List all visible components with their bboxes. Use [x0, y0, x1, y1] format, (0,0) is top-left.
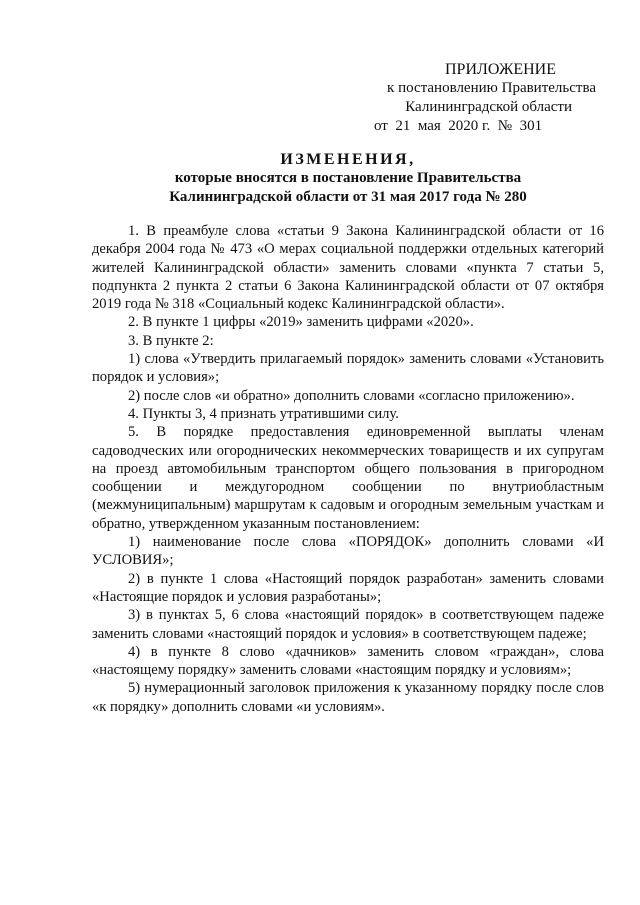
heading-line-1: которые вносятся в постановление Правительства: [174, 170, 522, 186]
approval-line-1: к постановлению Правительства: [387, 80, 596, 96]
subparagraph-3-1: 1) слова «Утвердить прилагаемый порядок» заменить словами «Установить порядок и условия»;: [92, 351, 604, 386]
paragraph-1: 1. В преамбуле слова «статьи 9 Закона Калининградской области от 16 декабря 2004 года № 473 «О мерах социальной поддержки отдельных категорий жителей Калининградской области» заменить словами «пункта 7 статьи 5, подпункта 2 пункта 2 статьи 6 Закона Калининградской области от 07 октября 2019 года № 318 «Социальный кодекс Калининградской области».: [92, 223, 604, 313]
approval-block: [372, 60, 612, 136]
paragraph-2: 2. В пункте 1 цифры «2019» заменить цифрами «2020».: [128, 314, 474, 331]
subparagraph-5-5: 5) нумерационный заголовок приложения к указанному порядку после слов «к порядку» дополнить словами «и условиям».: [92, 680, 604, 715]
subparagraph-5-4: 4) в пункте 8 слово «дачников» заменить словом «граждан», слова «настоящему порядку» заменить словами «настоящим порядку и условиям»;: [92, 643, 604, 679]
document-heading: [92, 150, 604, 207]
paragraph-3: 3. В пункте 2:: [128, 332, 214, 349]
approval-title: ПРИЛОЖЕНИЕ: [444, 61, 556, 78]
approval-line-2: Калининградской области: [405, 99, 572, 115]
approval-line-3: от 21 мая 2020 г. № 301: [374, 118, 543, 134]
document-body: [92, 222, 604, 716]
heading-line-2: Калининградской области от 31 мая 2017 года № 280: [169, 189, 527, 205]
subparagraph-5-3: 3) в пунктах 5, 6 слова «настоящий порядок» в соответствующем падеже заменить словами «настоящий порядок и условия» в соответствующем падеже;: [92, 607, 604, 642]
heading-title: ИЗМЕНЕНИЯ,: [280, 151, 416, 168]
paragraph-5: 5. В порядке предоставления единовременной выплаты членам садоводческих или огороднических некоммерческих товариществ и их супругам на проезд автомобильным транспортом общего пользования в пригородном сообщении и междугородном сообщении по внутриобластным (межмуниципальным) маршрутам к садовым и огородным земельным участкам и обратно, утвержденном указанным постановлением:: [92, 424, 604, 532]
subparagraph-5-2: 2) в пункте 1 слова «Настоящий порядок разработан» заменить словами «Настоящие порядок и условия разработаны»;: [92, 570, 604, 605]
subparagraph-5-1: 1) наименование после слова «ПОРЯДОК» дополнить словами «И УСЛОВИЯ»;: [92, 534, 604, 569]
subparagraph-3-2: 2) после слов «и обратно» дополнить словами «согласно приложению».: [128, 387, 575, 404]
paragraph-4: 4. Пункты 3, 4 признать утратившими силу.: [128, 405, 399, 422]
